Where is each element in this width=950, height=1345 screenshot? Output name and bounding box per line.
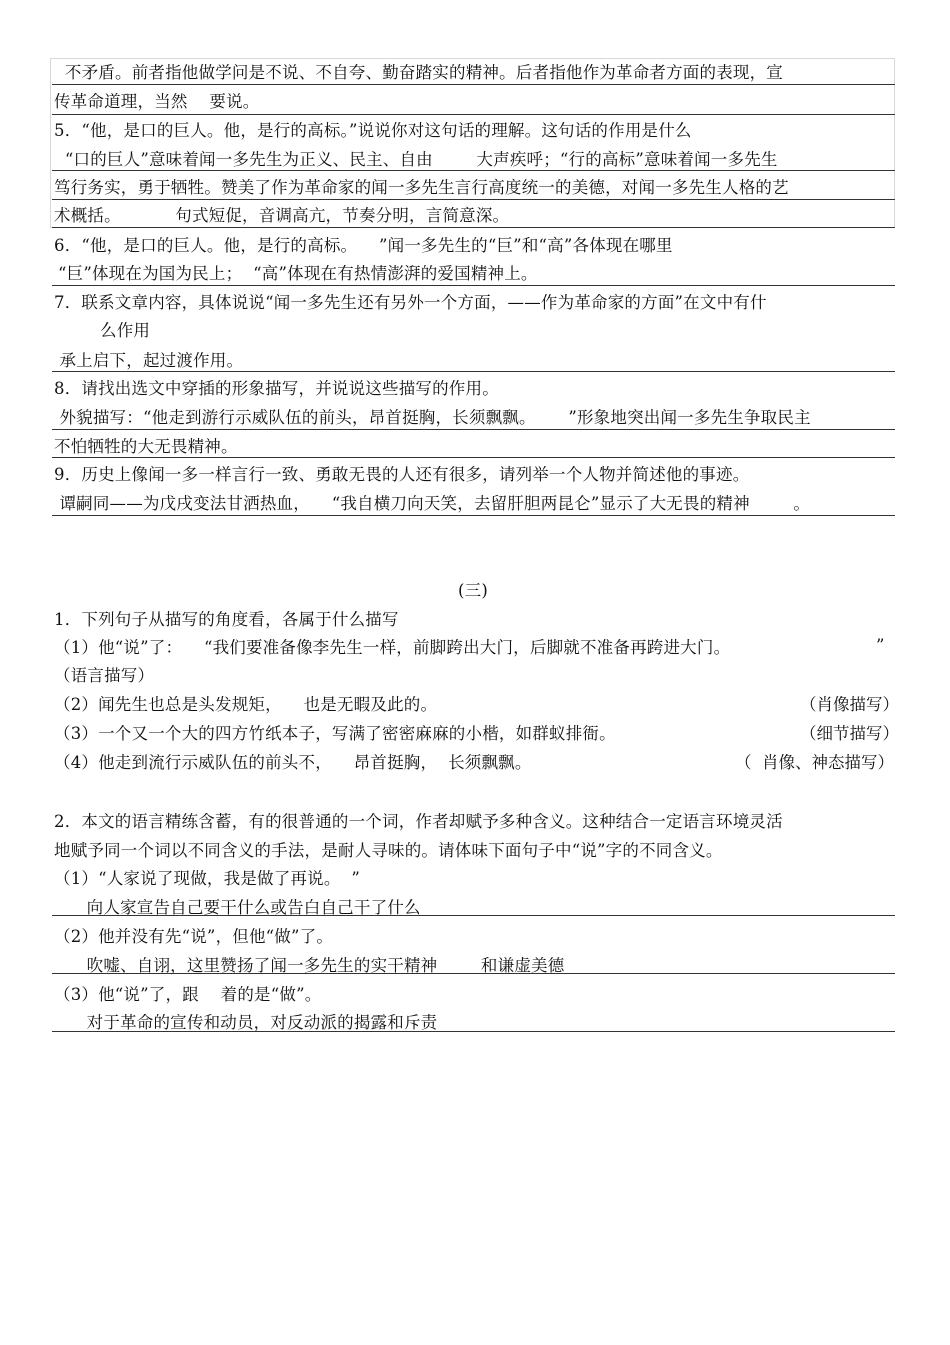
underline	[52, 915, 895, 916]
question-2-item-1-answer: 向人家宣告自己要干什么或告白自己干了什么	[54, 898, 421, 917]
answer-5-line-1: “口的巨人”意味着闻一多先生为正义、民主、自由 大声疾呼；“行的高标”意味着闻一多先生	[54, 150, 778, 169]
question-1-item-1-answer: （语言描写）	[54, 666, 155, 685]
question-7-line-2: 么作用	[100, 321, 151, 340]
underline	[52, 515, 895, 516]
question-2-line-1: 2．本文的语言精练含蓄，有的很普通的一个词，作者却赋予多种含义。这种结合一定语言环境灵活	[54, 812, 783, 831]
underline	[52, 429, 895, 430]
question-1-item-4-answer: （ 肖像、神态描写）	[735, 753, 894, 772]
question-2-line-2: 地赋予同一个词以不同含义的手法，是耐人寻味的。请体味下面句子中“说”字的不同含义。	[54, 841, 723, 860]
answer-7: 承上启下，起过渡作用。	[54, 351, 244, 370]
underline	[52, 199, 895, 200]
answer-4-line-2: 传革命道理，当然 要说。	[54, 92, 260, 111]
underline	[52, 457, 895, 458]
underline	[52, 1031, 895, 1032]
underline	[52, 170, 895, 171]
answer-9: 谭嗣同——为戊戌变法甘洒热血， “我自横刀向天笑，去留肝胆两昆仑”显示了大无畏的精神 。	[54, 494, 811, 513]
question-6: 6．“他，是口的巨人。他，是行的高标。 ”闻一多先生的“巨”和“高”各体现在哪里	[54, 236, 673, 255]
question-2-item-2-answer: 吹嘘、自诩，这里赞扬了闻一多先生的实干精神 和谦虚美德	[54, 956, 565, 975]
question-1: 1．下列句子从描写的角度看，各属于什么描写	[54, 610, 399, 629]
underline	[52, 84, 895, 85]
question-1-item-3-answer: （细节描写）	[800, 724, 899, 743]
question-2-item-2: （2）他并没有先“说”，但他“做”了。	[54, 927, 334, 946]
answer-4-line-1: 不矛盾。前者指他做学问是不说、不自夸、勤奋踏实的精神。后者指他作为革命者方面的表现，宣	[54, 63, 783, 82]
question-2-item-1: （1）“人家说了现做，我是做了再说。 ”	[54, 869, 361, 888]
answer-5-line-3: 术概括。 句式短促，音调高亢，节奏分明，言简意深。	[54, 206, 510, 225]
section-heading: (三)	[458, 581, 488, 600]
question-1-item-1-close-quote: ”	[876, 636, 885, 655]
underline	[52, 227, 895, 228]
underline	[52, 973, 895, 974]
question-9: 9．历史上像闻一多一样言行一致、勇敢无畏的人还有很多，请列举一个人物并简述他的事迹。	[54, 465, 750, 484]
answer-5-line-2: 笃行务实，勇于牺牲。赞美了作为革命家的闻一多先生言行高度统一的美德，对闻一多先生人格的艺	[54, 178, 789, 197]
question-2-item-3: （3）他“说”了，跟 着的是“做”。	[54, 985, 322, 1004]
answer-8-line-2: 不怕牺牲的大无畏精神。	[54, 437, 238, 456]
question-1-item-2: （2）闻先生也总是头发规矩， 也是无暇及此的。	[54, 695, 438, 714]
question-8: 8．请找出选文中穿插的形象描写，并说说这些描写的作用。	[54, 379, 499, 398]
underline	[52, 114, 895, 115]
question-5: 5．“他，是口的巨人。他，是行的高标。”说说你对这句话的理解。这句话的作用是什么	[54, 121, 692, 140]
question-1-item-2-answer: （肖像描写）	[800, 695, 899, 714]
answer-8-line-1: 外貌描写：“他走到游行示威队伍的前头，昂首挺胸，长须飘飘。 ”形象地突出闻一多先生争取民主	[54, 408, 811, 427]
answer-6: “巨”体现在为国为民上； “高”体现在有热情澎湃的爱国精神上。	[58, 264, 538, 283]
question-1-item-1: （1）他“说”了： “我们要准备像李先生一样，前脚跨出大门，后脚就不准备再跨进大门。	[54, 638, 731, 657]
question-2-item-3-answer: 对于革命的宣传和动员，对反动派的揭露和斥责	[54, 1013, 438, 1032]
underline	[52, 285, 895, 286]
question-7-line-1: 7．联系文章内容，具体说说“闻一多先生还有另外一个方面，——作为革命家的方面”在文中有什	[54, 293, 767, 312]
question-1-item-4: （4）他走到流行示威队伍的前头不， 昂首挺胸， 长须飘飘。	[54, 753, 532, 772]
question-1-item-3: （3）一个又一个大的四方竹纸本子，写满了密密麻麻的小楷，如群蚁排衙。	[54, 724, 616, 743]
underline	[52, 371, 895, 372]
